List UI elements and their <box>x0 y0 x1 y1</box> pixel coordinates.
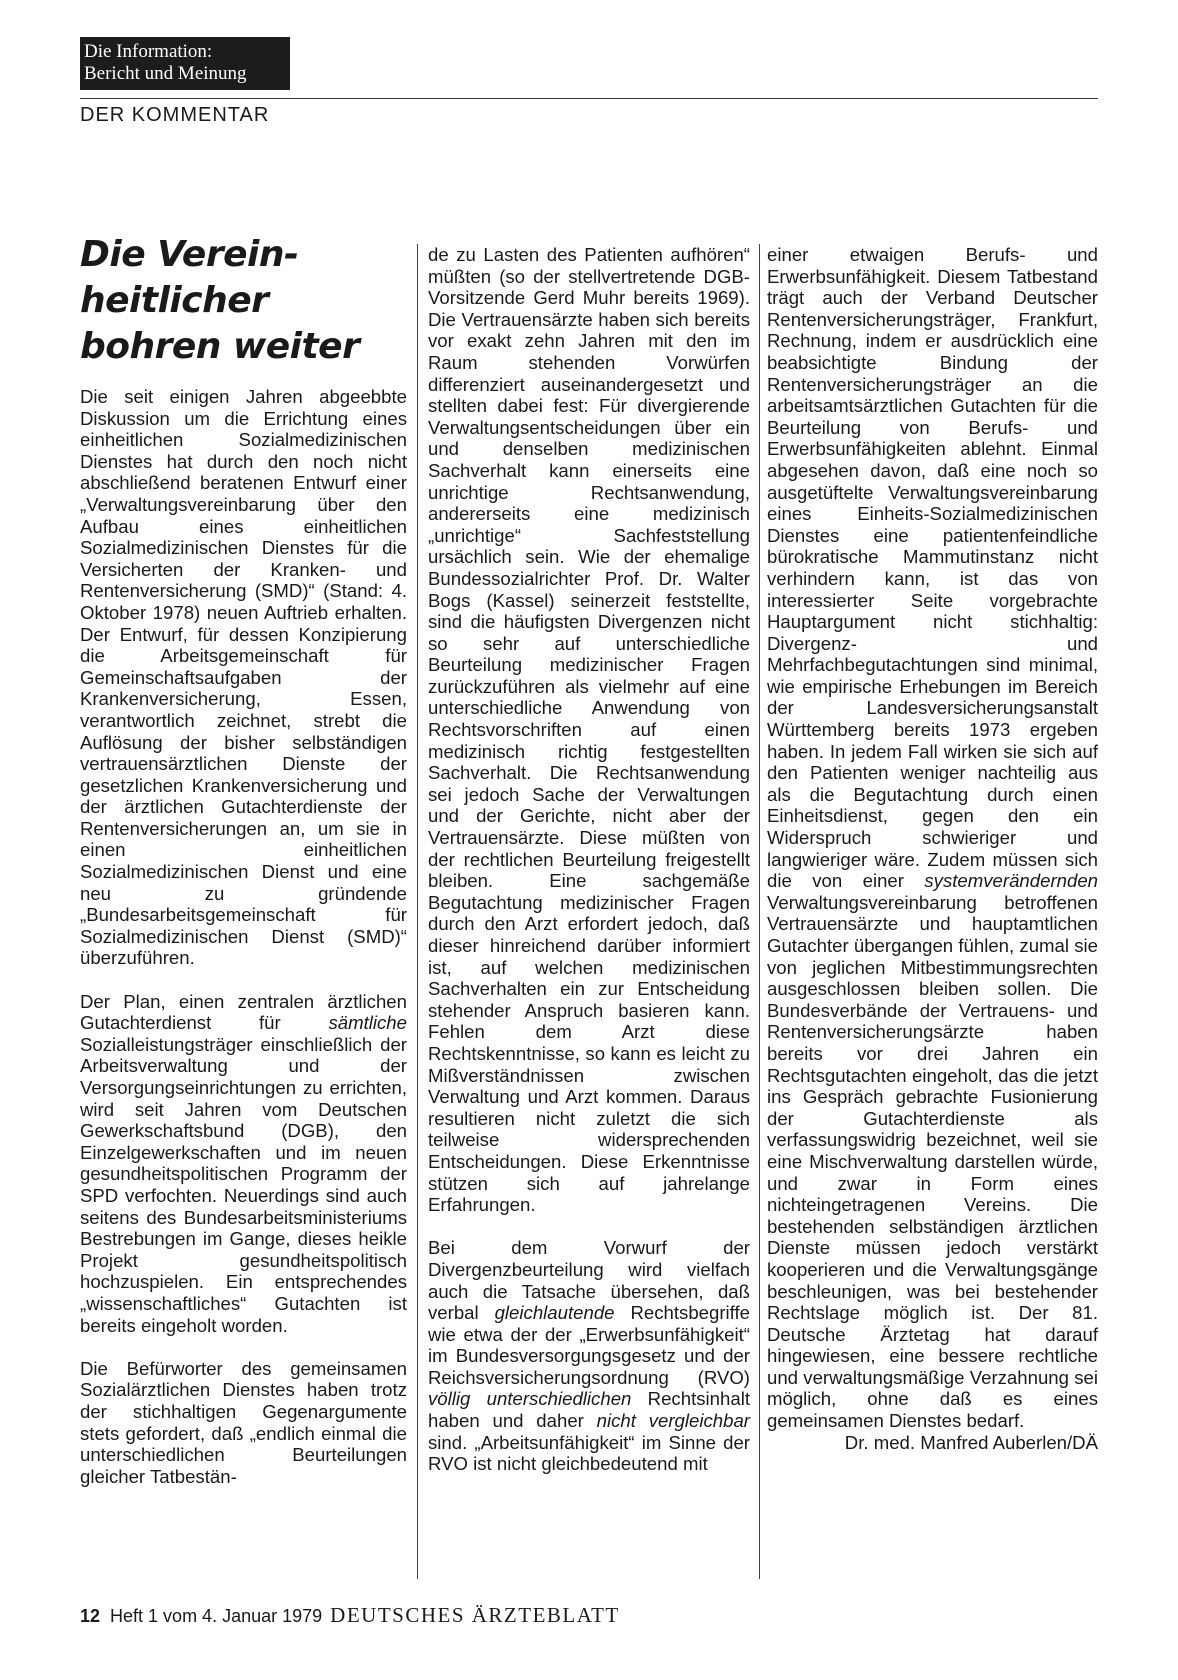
emphasis: völlig unterschiedlichen <box>428 1388 632 1410</box>
page-footer <box>80 1603 620 1628</box>
paragraph-5 <box>428 1237 750 1475</box>
article-title: Die Verein- heitlicher bohren weiter <box>80 234 360 367</box>
paragraph-4: de zu Lasten des Patienten aufhören“ müßten (so der stellvertretende DGB-Vorsitzende Gerd Muhr bereits 1969). Die Vertrauensärzte haben sich bereits vor exakt zehn Jahren mit den im Raum stehenden Vorwürfen differenziert auseinandergesetzt und stellten dabei fest: Für divergierende Verwaltungsentscheidungen über ein und denselben medizinischen Sachverhalt kann einerseits eine unrichtige Rechtsanwendung, andererseits eine medizinisch „unrichtige“ Sachfeststellung ursächlich sein. Wie der ehemalige Bundessozialrichter Prof. Dr. Walter Bogs (Kassel) seinerzeit feststellte, sind die häufigsten Divergenzen nicht so sehr auf unterschiedliche Beurteilung medizinischer Fragen zurückzuführen als vielmehr auf eine unterschiedliche Anwendung von Rechtsvorschriften auf einen medizinisch richtig festgestellten Sachverhalt. Die Rechtsanwendung sei jedoch Sache der Verwaltungen und der Gerichte, nicht aber der Vertrauensärzte. Diese müßten von der rechtlichen Beurteilung freigestellt bleiben. Eine sachgemäße Begutachtung medizinischer Fragen durch den Arzt erfordert jedoch, daß dieser hinreichend darüber informiert ist, auf welchen medizinischen Sachverhalten ein zur Entscheidung stehender Anspruch basieren kann. Fehlen dem Arzt diese Rechtskenntnisse, so kann es leicht zu Mißverständnissen zwischen Verwaltung und Arzt kommen. Daraus resultieren nicht zuletzt die sich teilweise widersprechenden Entscheidungen. Diese Erkenntnisse stützen sich auf jahrelange Erfahrungen. <box>428 244 750 1216</box>
magazine-name: DEUTSCHES ÄRZTEBLATT <box>330 1603 620 1627</box>
text-run: Sozialleistungsträger einschließlich der Arbeitsverwaltung und der Versorgungseinrichtungen zu errichten, wird seit Jahren vom Deutschen Gewerkschaftsbund (DGB), den Einzelgewerkschaften und im neuen gesundheitspolitischen Programm der SPD verfochten. Neuerdings sind auch seitens des Bundesarbeitsministeriums Bestrebungen im Gange, dieses heikle Projekt gesundheitspolitisch hochzuspielen. Ein entsprechendes „wissenschaftliches“ Gutachten ist bereits eingeholt worden. <box>80 1033 407 1336</box>
text-run: Der Plan, einen zentralen ärztlichen Gutachterdienst für <box>80 990 407 1034</box>
paragraph-1: Die seit einigen Jahren abgeebbte Diskussion um die Errichtung eines einheitlichen Sozialmedizinischen Dienstes hat durch den noch nicht abschließend beratenen Entwurf einer „Verwaltungsvereinbarung über den Aufbau eines einheitlichen Sozialmedizinischen Dienstes für die Versicherten der Kranken- und Rentenversicherung (SMD)“ (Stand: 4. Oktober 1978) neuen Auftrieb erhalten. Der Entwurf, für dessen Konzipierung die Arbeitsgemeinschaft für Gemeinschaftsaufgaben der Krankenversicherung, Essen, verantwortlich zeichnet, strebt die Auflösung der bisher selbständigen vertrauensärztlichen Dienste der gesetzlichen Krankenversicherung und der ärztlichen Gutachterdienste der Rentenversicherungen an, um sie in einen einheitlichen Sozialmedizinischen Dienst und eine neu zu gründende „Bundesarbeitsgemeinschaft für Sozialmedizinischen Dienst (SMD)“ überzuführen. <box>80 386 407 969</box>
header-rule <box>80 98 1098 99</box>
section-label: DER KOMMENTAR <box>80 104 270 126</box>
paragraph-2 <box>80 991 407 1337</box>
emphasis: nicht vergleichbar <box>596 1410 751 1432</box>
rubric-badge <box>80 37 290 90</box>
text-run: einer etwaigen Berufs- und Erwerbsunfähigkeit. Diesem Tatbestand trägt auch der Verband Deutscher Rentenversicherungsträger, Frankfurt, Rechnung, indem er ausdrücklich eine beabsichtigte Bindung der Rentenversicherungsträger an die arbeitsamtsärztlichen Gutachten für die Beurteilung von Berufs- und Erwerbsunfähigkeiten ablehnt. Einmal abgesehen davon, daß eine noch so ausgetüftelte Verwaltungsvereinbarung eines Einheits-Sozialmedizinischen Dienstes eine patientenfeindliche bürokratische Mammutinstanz nicht verhindern kann, ist das von interessierter Seite vorgebrachte Hauptargument nicht stichhaltig: Divergenz- und Mehrfachbegutachtungen sind minimal, wie empirische Erhebungen im Bereich der Landesversicherungsanstalt Württemberg bereits 1973 ergeben haben. In jedem Fall wirken sie sich auf den Patienten weniger nachteilig aus als die Begutachtung durch einen Einheitsdienst, gegen den ein Widerspruch schwieriger und langwieriger wäre. Zudem müssen sich die von einer <box>767 244 1098 892</box>
column-divider-1 <box>417 244 418 1579</box>
text-run: Rechtsbegriffe wie etwa der der „Erwerbsunfähigkeit“ im Bundesversorgungsgesetz und der Reichsversicherungsordnung (RVO) <box>428 1302 750 1388</box>
text-run: Rechtsinhalt haben und daher <box>428 1388 750 1432</box>
paragraph-6 <box>767 244 1098 1432</box>
rubric-line-1: Die Information: <box>84 41 213 62</box>
rubric-line-2: Bericht und Meinung <box>84 63 247 84</box>
column-3 <box>767 244 1098 1453</box>
emphasis: gleichlautende <box>494 1302 615 1324</box>
column-2 <box>428 244 750 1475</box>
column-1 <box>80 232 407 1487</box>
emphasis: systemverändernden <box>924 870 1098 892</box>
paragraph-3: Die Befürworter des gemeinsamen Sozialärztlichen Dienstes haben trotz der stichhaltigen Gegenargumente stets gefordert, daß „endlich einmal die unterschiedlichen Beurteilungen gleicher Tatbestän- <box>80 1357 407 1487</box>
issue-info: Heft 1 vom 4. Januar 1979 <box>110 1606 323 1626</box>
column-divider-2 <box>759 244 760 1579</box>
emphasis: sämtliche <box>328 1012 407 1034</box>
text-run: Verwaltungsvereinbarung betroffenen Vertrauensärzte und hauptamtlichen Gutachter übergangen fühlen, zumal sie von jeglichen Mitbestimmungsrechten ausgeschlossen bleiben sollen. Die Bundesverbände der Vertrauens- und Rentenversicherungsärzte haben bereits vor drei Jahren ein Rechtsgutachten eingeholt, das die jetzt ins Gespräch gebrachte Fusionierung der Gutachterdienste als verfassungswidrig bezeichnet, weil sie eine Mischverwaltung darstellen würde, und zwar in Form eines nichteingetragenen Vereins. Die bestehenden selbständigen ärztlichen Dienste müssen jedoch verstärkt kooperieren und die Verwaltungsgänge beschleunigen, was bei bestehender Rechtslage möglich ist. Der 81. Deutsche Ärztetag hat darauf hingewiesen, eine bessere rechtliche und verwaltungsmäßige Verzahnung sei möglich, ohne daß es eines gemeinsamen Dienstes bedarf. <box>767 891 1098 1432</box>
page-number: 12 <box>80 1606 101 1626</box>
text-run: sind. „Arbeitsunfähigkeit“ im Sinne der RVO ist nicht gleichbedeutend mit <box>428 1431 750 1475</box>
author-signature: Dr. med. Manfred Auberlen/DÄ <box>844 1431 1098 1453</box>
text-run: Bei dem Vorwurf der Divergenzbeurteilung wird vielfach auch die Tatsache übersehen, daß verbal <box>428 1237 750 1324</box>
